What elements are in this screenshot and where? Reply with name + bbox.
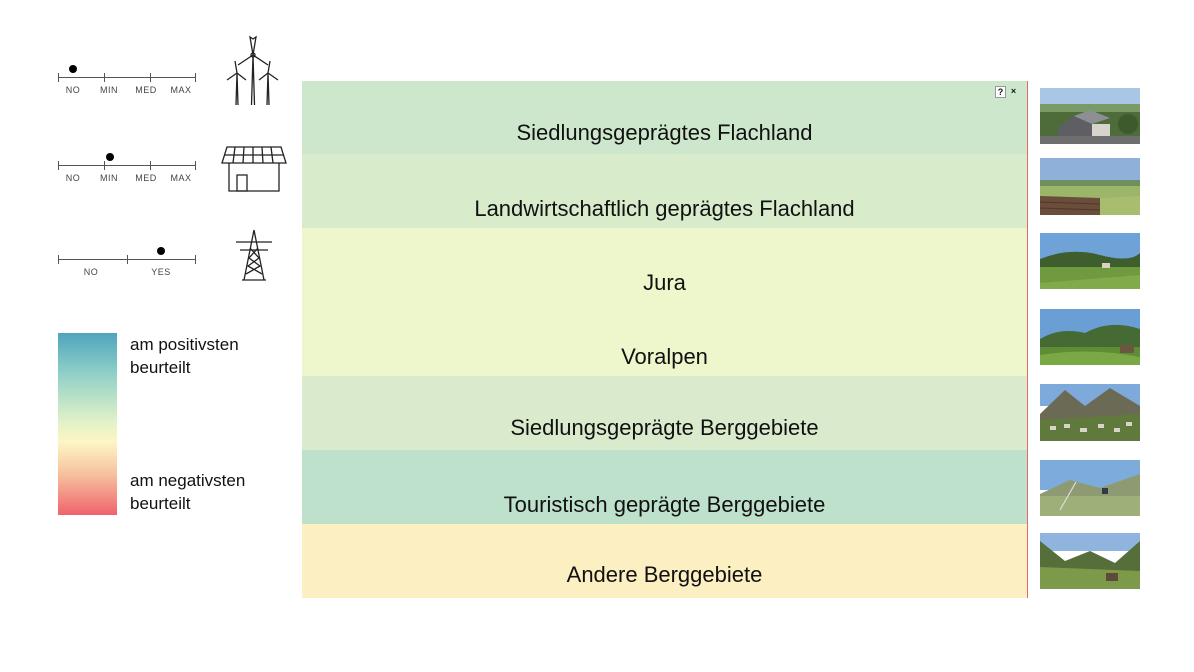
help-button[interactable]: ?: [995, 86, 1006, 98]
thumbnail-jura[interactable]: [1040, 233, 1140, 289]
scale-tick: [127, 255, 128, 264]
region-voralpen[interactable]: [302, 302, 1027, 376]
color-scale-legend: [58, 333, 117, 515]
thumbnail-voralpen[interactable]: [1040, 309, 1140, 365]
scale-label-yes: YES: [151, 267, 171, 277]
solar-house-icon: [221, 145, 287, 193]
region-touristisch-gepraegte-berggebiete[interactable]: [302, 450, 1027, 524]
power-pylon-scale[interactable]: [58, 248, 198, 278]
thumbnail-landwirtschaftlich-gepraegtes-flachland[interactable]: [1040, 158, 1140, 215]
region-label: Siedlungsgeprägtes Flachland: [516, 120, 813, 145]
region-label: Landwirtschaftlich geprägtes Flachland: [474, 196, 855, 221]
scale-marker[interactable]: [106, 153, 114, 161]
region-label: Voralpen: [621, 344, 708, 369]
legend-negative-label: am negativsten beurteilt: [130, 471, 246, 513]
solar-house-scale[interactable]: [58, 154, 198, 184]
scale-tick: [195, 161, 196, 170]
region-siedlungsgepraegtes-flachland[interactable]: [302, 81, 1027, 154]
scale-tick: [104, 73, 105, 82]
scale-label-no: NO: [65, 173, 81, 183]
thumbnail-siedlungsgepraegte-berggebiete[interactable]: [1040, 384, 1140, 441]
scale-label-no: NO: [65, 85, 81, 95]
region-label: Andere Berggebiete: [566, 562, 763, 587]
scale-label-max: MAX: [170, 173, 192, 183]
scale-label-min: MIN: [100, 85, 118, 95]
scale-label-no: NO: [83, 267, 99, 277]
wind-turbine-scale[interactable]: [58, 66, 198, 96]
scale-tick: [195, 255, 196, 264]
region-label: Siedlungsgeprägte Berggebiete: [510, 415, 819, 440]
thumbnail-andere-berggebiete[interactable]: [1040, 533, 1140, 589]
wind-turbine-icon: [224, 35, 282, 107]
scale-tick: [58, 73, 59, 82]
thumbnail-touristisch-gepraegte-berggebiete[interactable]: [1040, 460, 1140, 516]
scale-marker[interactable]: [69, 65, 77, 73]
legend-positive-label: am positivsten beurteilt: [130, 335, 239, 377]
scale-label-med: MED: [135, 173, 157, 183]
region-label: Jura: [643, 270, 686, 295]
region-siedlungsgepraegte-berggebiete[interactable]: [302, 376, 1027, 450]
scale-label-med: MED: [135, 85, 157, 95]
close-button[interactable]: ×: [1010, 86, 1017, 96]
region-landwirtschaftlich-gepraegtes-flachland[interactable]: [302, 154, 1027, 228]
panel-border: [1027, 81, 1028, 598]
scale-tick: [58, 161, 59, 170]
region-andere-berggebiete[interactable]: [302, 524, 1027, 598]
region-panel: [302, 81, 1027, 598]
region-label: Touristisch geprägte Berggebiete: [503, 492, 826, 517]
region-jura[interactable]: [302, 228, 1027, 302]
scale-tick: [195, 73, 196, 82]
scale-axis: [58, 165, 196, 166]
scale-label-max: MAX: [170, 85, 192, 95]
thumbnail-siedlungsgepraegtes-flachland[interactable]: [1040, 88, 1140, 144]
scale-label-min: MIN: [100, 173, 118, 183]
scale-tick: [150, 161, 151, 170]
scale-tick: [150, 73, 151, 82]
scale-tick: [104, 161, 105, 170]
scale-tick: [58, 255, 59, 264]
scale-axis: [58, 77, 196, 78]
power-pylon-icon: [234, 228, 274, 282]
scale-marker[interactable]: [157, 247, 165, 255]
